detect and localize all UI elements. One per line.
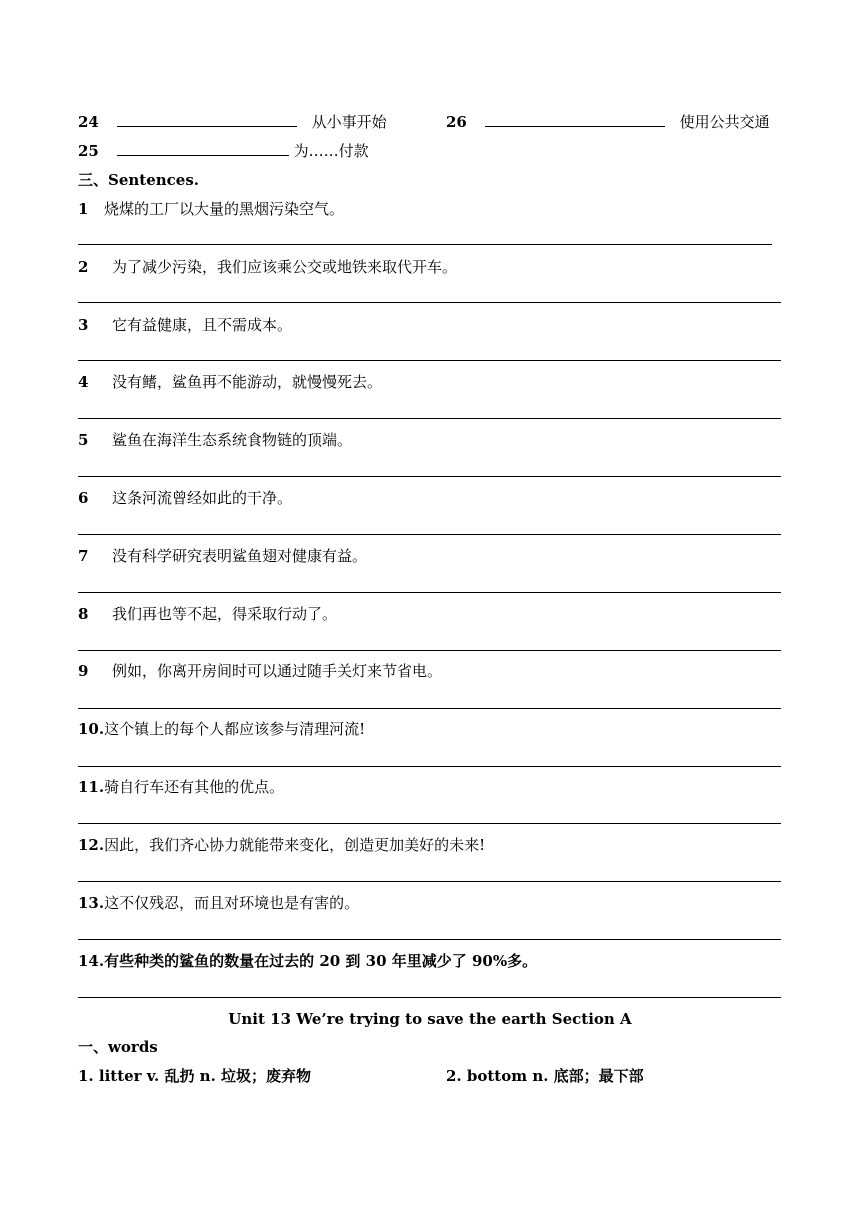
answer-blank[interactable] [117,141,289,156]
answer-line[interactable] [78,997,781,998]
sentence-number: 7 [78,547,89,565]
sentences-heading: 三、Sentences. [78,171,200,189]
sentence-text: 鲨鱼在海洋生态系统食物链的顶端。 [112,431,353,449]
sentence-text: 骑自行车还有其他的优点。 [104,778,285,796]
answer-line[interactable] [78,360,781,361]
answer-line[interactable] [78,650,781,651]
sentence-text: 例如，你离开房间时可以通过随手关灯来节省电。 [112,662,443,680]
sentence-number: 8 [78,605,89,623]
sentence-text: 我们再也等不起，得采取行动了。 [112,605,338,623]
sentence-item [78,661,442,681]
word-entry: 2. bottom n. 底部；最下部 [446,1067,644,1085]
sentence-item [78,372,382,392]
sentence-text: 没有科学研究表明鲨鱼翅对健康有益。 [112,547,368,565]
vocab-row-25 [78,141,369,161]
answer-line[interactable] [78,766,781,767]
vocab-meaning: 为……付款 [293,142,369,160]
answer-line[interactable] [78,418,781,419]
sentence-number: 6 [78,489,89,507]
sentence-text: 它有益健康，且不需成本。 [112,316,293,334]
sentence-number: 9 [78,662,89,680]
sentence-number: 13. [78,894,105,912]
sentence-item [78,488,292,508]
word-entry: 1. litter v. 乱扔 n. 垃圾；废弃物 [78,1067,312,1085]
sentence-text: 没有鳍，鲨鱼再不能游动，就慢慢死去。 [112,373,383,391]
answer-blank[interactable] [117,112,297,127]
sentence-number: 10. [78,720,105,738]
sentence-item [78,315,292,335]
sentence-number: 12. [78,836,105,854]
sentence-item [78,893,359,913]
answer-line[interactable] [78,592,781,593]
vocab-row-24 [78,112,387,132]
sentence-text: 有些种类的鲨鱼的数量在过去的 20 到 30 年里减少了 90%多。 [104,952,538,970]
sentence-text: 这不仅残忍，而且对环境也是有害的。 [104,894,360,912]
sentence-text: 这条河流曾经如此的干净。 [112,489,293,507]
unit-title: Unit 13 We’re trying to save the earth Section A [228,1010,632,1028]
answer-line[interactable] [78,534,781,535]
sentence-item [78,546,367,566]
answer-line[interactable] [78,476,781,477]
sentence-text: 这个镇上的每个人都应该参与清理河流! [104,720,366,738]
vocab-number: 26 [446,113,467,131]
answer-line[interactable] [78,708,781,709]
vocab-meaning: 使用公共交通 [679,113,770,131]
words-heading: 一、words [78,1038,158,1056]
answer-line[interactable] [78,823,781,824]
sentence-item [78,777,284,797]
sentence-number: 14. [78,952,105,970]
vocab-row-26 [446,112,770,132]
answer-line[interactable] [78,939,781,940]
answer-line[interactable] [78,244,772,245]
sentence-item [78,257,457,277]
sentence-item [78,835,485,855]
sentence-number: 2 [78,258,89,276]
sentence-item [78,719,365,739]
sentence-number: 5 [78,431,89,449]
sentence-text: 因此，我们齐心协力就能带来变化，创造更加美好的未来! [104,836,486,854]
sentence-item [78,430,352,450]
vocab-number: 24 [78,113,99,131]
vocab-number: 25 [78,142,99,160]
sentence-item [78,604,337,624]
answer-line[interactable] [78,881,781,882]
sentence-number: 1 [78,200,89,218]
vocab-meaning: 从小事开始 [311,113,387,131]
sentence-text: 烧煤的工厂以大量的黑烟污染空气。 [104,200,345,218]
answer-line[interactable] [78,302,781,303]
sentence-item [78,199,344,219]
sentence-number: 3 [78,316,89,334]
sentence-number: 4 [78,373,89,391]
answer-blank[interactable] [485,112,665,127]
sentence-number: 11. [78,778,105,796]
sentence-item [78,951,537,971]
sentence-text: 为了减少污染，我们应该乘公交或地铁来取代开车。 [112,258,458,276]
